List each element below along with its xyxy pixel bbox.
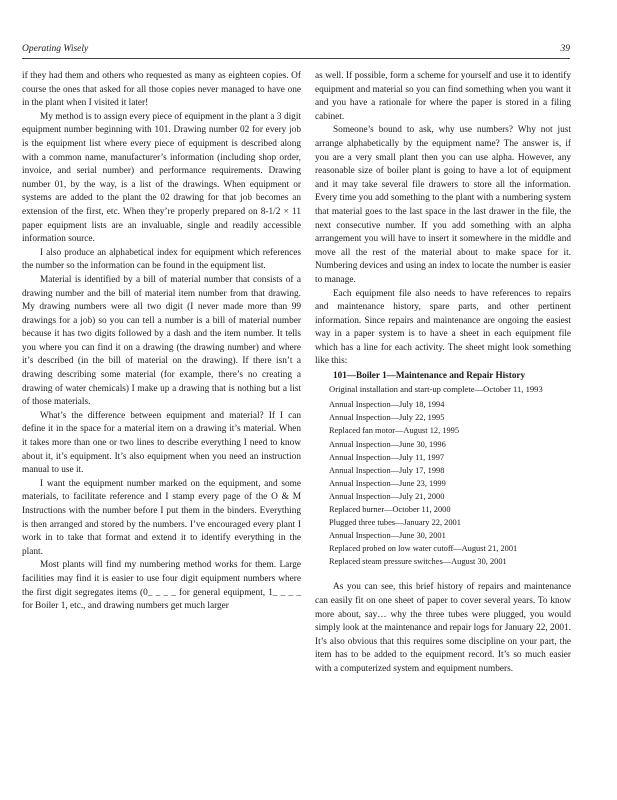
history-entry: Plugged three tubes—January 22, 2001: [329, 518, 461, 528]
history-entry: Replaced probed on low water cutoff—August 21, 2001: [329, 544, 518, 554]
paragraph: As you can see, this brief history of repairs and maintenance can easily fit on one sheet of paper to cover several years. To know more about, say… why the three tubes were plugged, you would simply look at the maintenance and repair logs for January 22, 2001. It’s also obvious that this requires some discipline on your part, the item has to be added to the equipment record. It’s so much easier with a computerized system and equipment numbers.: [315, 582, 571, 675]
history-entry: Replaced fan motor—August 12, 1995: [329, 426, 460, 436]
paragraph: Most plants will find my numbering method works for them. Large facilities may find it is easier to use four digit equipment numbers where the first digit segregates items (0_ _ _ _ for general equipment, 1_ _ _ _ for Boiler 1, etc., and drawing numbers get much larger: [22, 560, 301, 612]
paragraph: What’s the difference between equipment and material? If I can define it in the space for a material item on a drawing it’s material. When it takes more than one or two lines to describe everything I need to know about it, it’s equipment. It’s also equipment when you need an instruction manual to use it.: [22, 410, 301, 476]
paragraph: Material is identified by a bill of material number that consists of a drawing number and the bill of material item number from that drawing. My drawing numbers were all two digit (I never made more than 99 drawings for a job) so you can tell a number is a bill of material number because it has two digits followed by a dash and the item number. It tells you where you can find it on a drawing (the drawing number) and where it’s described (in the bill of material on the drawing). If there isn’t a drawing describing some material (for example, there’s no creating a drawing of water chemicals) I make up a drawing that is nothing but a list of those materials.: [22, 274, 301, 408]
left-column: [22, 70, 301, 614]
paragraph: My method is to assign every piece of equipment in the plant a 3 digit equipment number beginning with 101. Drawing number 02 for every job is the equipment list where every piece of equipment is described along with a common name, manufacturer’s information (including shop order, invoice, and serial number) and performance requirements. Drawing number 01, by the way, is a list of the drawings. When equipment or systems are added to the plant the 02 drawing for that job becomes an extension of the first, etc. When they’re properly prepared on 8-1/2 × 11 paper equipment lists are an invaluable, single and readily accessible information source.: [22, 111, 301, 245]
history-entry: Replaced burner—October 11, 2000: [329, 505, 451, 514]
history-title: 101—Boiler 1—Maintenance and Repair History: [333, 370, 526, 381]
paragraph: I want the equipment number marked on the equipment, and some materials, to facilitate reference and I stamp every page of the O & M Instructions with the number before I put them in the binders. Everything is then arranged and stored by the numbers. I’ve encouraged every plant I work in to take that format and extend it to identify everything in the plant.: [22, 478, 301, 557]
history-entry: Annual Inspection—July 11, 1997: [329, 452, 445, 462]
paragraph: if they had them and others who requested as many as eighteen copies. Of course the ones that asked for all those copies never managed to have one in the plant when I visited it later!: [22, 71, 301, 109]
running-title: Operating Wisely: [22, 44, 89, 54]
history-entry: Annual Inspection—June 23, 1999: [329, 478, 446, 488]
history-entry: Annual Inspection—July 18, 1994: [329, 400, 445, 410]
paragraph: as well. If possible, form a scheme for yourself and use it to identify equipment and material so you can find something when you want it and you have a rationale for where the paper is stored in a filing cabinet.: [315, 71, 571, 122]
right-column: [315, 70, 571, 677]
history-entry: Annual Inspection—June 30, 2001: [329, 531, 446, 541]
history-entry: Replaced steam pressure switches—August 30, 2001: [329, 557, 507, 567]
history-entry: Annual Inspection—June 30, 1996: [329, 439, 446, 449]
running-header: [22, 44, 570, 58]
history-entry: Annual Inspection—July 17, 1998: [329, 465, 445, 475]
paragraph: Someone’s bound to ask, why use numbers? Why not just arrange alphabetically by the equipment name? The answer is, if you are a very small plant then you can use alpha. However, any reasonable size of boiler plant is going to have a lot of equipment and it may take several file drawers to store all the information. Every time you add something to the plant with a numbering system that material goes to the last space in the last drawer in the file, the next consecutive number. If you add something with an alpha arrangement you will have to insert it somewhere in the middle and move all the rest of the material about to make space for it. Numbering devices and using an index to locate the number is easier to manage.: [315, 125, 571, 285]
paragraph: I also produce an alphabetical index for equipment which references the number so the information can be found in the equipment list.: [22, 247, 301, 272]
history-entry: Annual Inspection—July 22, 1995: [329, 413, 445, 423]
page-number: 39: [560, 44, 570, 54]
history-entry: Annual Inspection—July 21, 2000: [329, 491, 445, 501]
history-entries: [329, 398, 571, 568]
history-first-entry: Original installation and start-up complete—October 11, 1993: [329, 383, 543, 394]
header-rule: [22, 58, 570, 59]
paragraph: Each equipment file also needs to have references to repairs and maintenance history, spare parts, and other pertinent information. Since repairs and maintenance are ongoing the easiest way in a paper system is to have a sheet in each equipment file which has a line for each activity. The sheet might look something like this:: [315, 288, 571, 367]
